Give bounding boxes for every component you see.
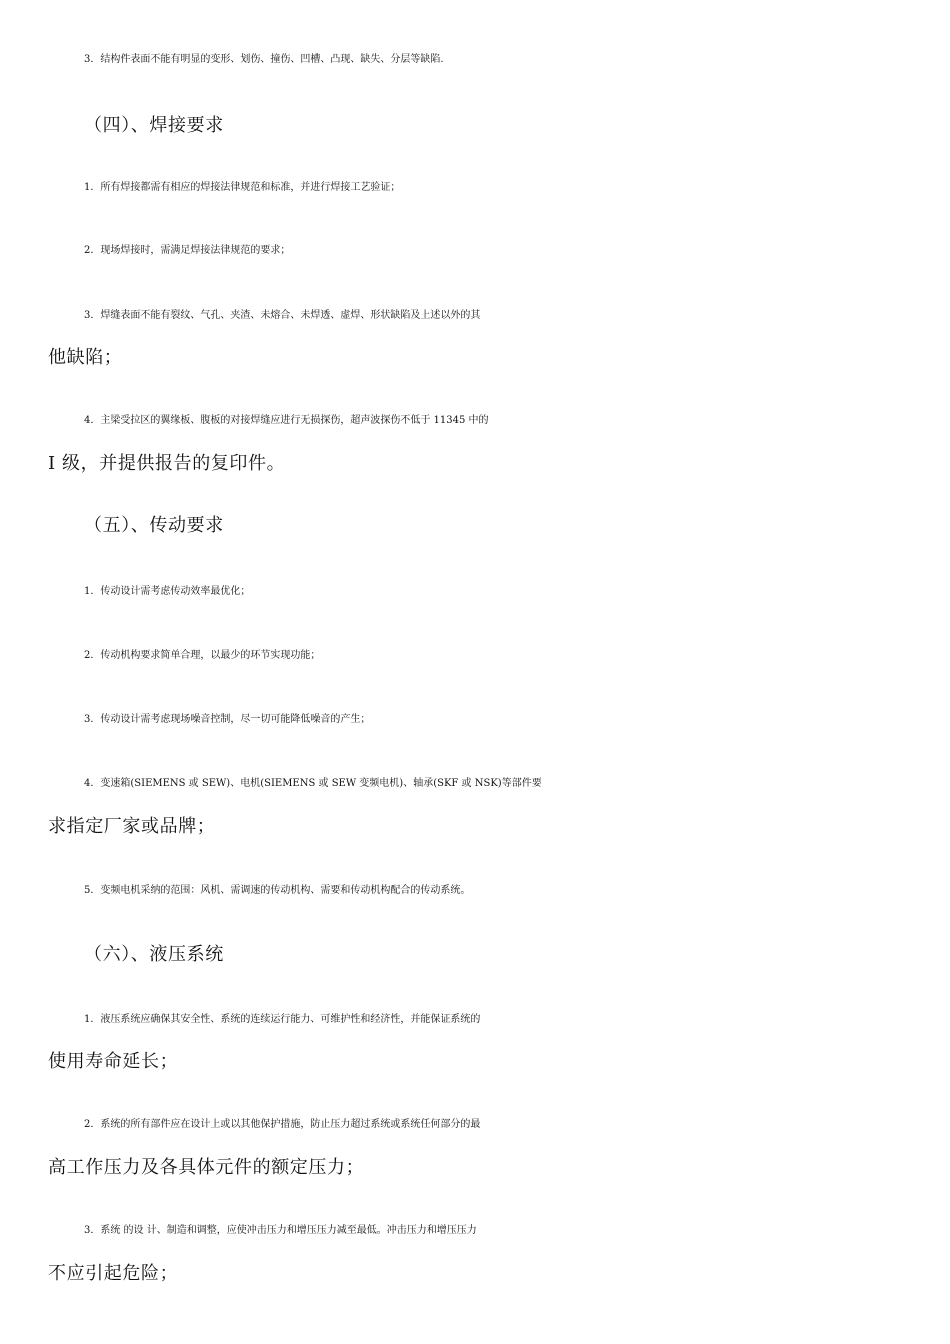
paragraph-hydraulic-1-line1: 1．液压系统应确保其安全性、系统的连续运行能力、可维护性和经济性，并能保证系统的	[84, 1014, 481, 1025]
paragraph-hydraulic-1-line2: 使用寿命延长；	[48, 1051, 179, 1072]
paragraph-welding-2: 2．现场焊接时，需满足焊接法律规范的要求；	[84, 245, 291, 256]
paragraph-transmission-1: 1．传动设计需考虑传动效率最优化；	[84, 586, 251, 597]
section-heading-hydraulic: （六）、液压系统	[84, 944, 224, 965]
paragraph-welding-1: 1．所有焊接都需有相应的焊接法律规范和标准，并进行焊接工艺验证；	[84, 182, 401, 193]
paragraph-transmission-5: 5．变频电机采纳的范围：风机、需调速的传动机构、需要和传动机构配合的传动系统。	[84, 885, 471, 896]
paragraph-hydraulic-2-line1: 2．系统的所有部件应在设计上或以其他保护措施，防止压力超过系统或系统任何部分的最	[84, 1119, 481, 1130]
paragraph-welding-4-line2: I 级，并提供报告的复印件。	[48, 453, 286, 474]
section-heading-transmission: （五）、传动要求	[84, 515, 224, 536]
paragraph-hydraulic-2-line2: 高工作压力及各具体元件的额定压力；	[48, 1157, 365, 1178]
paragraph-transmission-4-line1: 4．变速箱(SIEMENS 或 SEW)、电机(SIEMENS 或 SEW 变频电机)、轴承(SKF 或 NSK)等部件要	[84, 778, 542, 789]
paragraph-transmission-2: 2．传动机构要求简单合理，以最少的环节实现功能；	[84, 650, 321, 661]
paragraph-transmission-4-line2: 求指定厂家或品牌；	[48, 816, 216, 837]
paragraph-structure-defects: 3．结构件表面不能有明显的变形、划伤、撞伤、凹槽、凸现、缺失、分层等缺陷.	[84, 54, 444, 65]
section-heading-welding: （四）、焊接要求	[84, 115, 224, 136]
paragraph-transmission-3: 3．传动设计需考虑现场噪音控制，尽一切可能降低噪音的产生；	[84, 714, 371, 725]
paragraph-hydraulic-3-line2: 不应引起危险；	[48, 1263, 179, 1284]
paragraph-hydraulic-3-line1: 3．系统 的设 计、制造和调整，应使冲击压力和增压压力减至最低。冲击压力和增压压力	[84, 1225, 477, 1236]
paragraph-welding-4-line1: 4．主梁受拉区的翼缘板、腹板的对接焊缝应进行无损探伤，超声波探伤不低于 11345 中的	[84, 415, 489, 426]
paragraph-welding-3-line2: 他缺陷；	[48, 347, 123, 368]
paragraph-welding-3-line1: 3．焊缝表面不能有裂纹、气孔、夹渣、未熔合、未焊透、虚焊、形状缺陷及上述以外的其	[84, 310, 481, 321]
